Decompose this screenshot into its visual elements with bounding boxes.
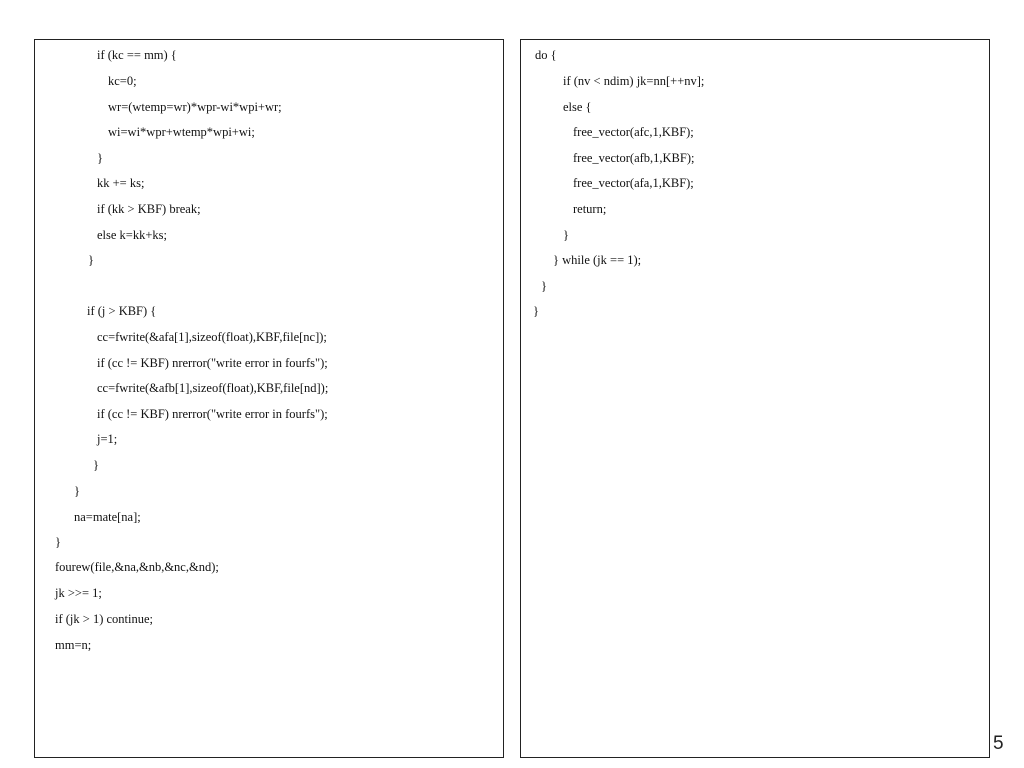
left-code-line: cc=fwrite(&afb[1],sizeof(float),KBF,file[nd]);	[97, 381, 329, 395]
left-code-line: kk += ks;	[97, 176, 145, 190]
right-code-line: if (nv < ndim) jk=nn[++nv];	[563, 74, 705, 88]
left-code-line: if (cc != KBF) nrerror("write error in fourfs");	[97, 356, 328, 370]
left-code-line: kc=0;	[108, 74, 137, 88]
left-code-line: if (j > KBF) {	[87, 304, 157, 318]
right-code-line: free_vector(afa,1,KBF);	[573, 176, 694, 190]
code-panel-left	[34, 39, 504, 758]
left-code-line: if (kc == mm) {	[97, 48, 177, 62]
left-code-line: fourew(file,&na,&nb,&nc,&nd);	[55, 560, 219, 574]
right-code-line: }	[541, 279, 547, 293]
left-code-line: if (kk > KBF) break;	[97, 202, 201, 216]
left-code-line: }	[74, 484, 80, 498]
right-code-line: }	[563, 228, 569, 242]
left-code-line: j=1;	[97, 432, 118, 446]
left-code-line: if (jk > 1) continue;	[55, 612, 153, 626]
left-code-line: mm=n;	[55, 638, 92, 652]
left-code-line: }	[55, 535, 61, 549]
page-number: 5	[993, 733, 1004, 754]
left-code-line: }	[93, 458, 99, 472]
right-code-line: return;	[573, 202, 607, 216]
left-code-line: wi=wi*wpr+wtemp*wpi+wi;	[108, 125, 255, 139]
right-code-line: free_vector(afb,1,KBF);	[573, 151, 695, 165]
left-code-line: na=mate[na];	[74, 510, 141, 524]
left-code-line: else k=kk+ks;	[97, 228, 167, 242]
right-code-line: else {	[563, 100, 592, 114]
right-code-line: do {	[535, 48, 557, 62]
right-code-line: }	[533, 304, 539, 318]
left-code-line: }	[97, 151, 103, 165]
left-code-line: jk >>= 1;	[55, 586, 102, 600]
left-code-line: if (cc != KBF) nrerror("write error in fourfs");	[97, 407, 328, 421]
right-code-line: } while (jk == 1);	[553, 253, 642, 267]
code-panel-right	[520, 39, 990, 758]
left-code-line: }	[88, 253, 94, 267]
left-code-line: wr=(wtemp=wr)*wpr-wi*wpi+wr;	[108, 100, 282, 114]
right-code-line: free_vector(afc,1,KBF);	[573, 125, 694, 139]
left-code-line: cc=fwrite(&afa[1],sizeof(float),KBF,file[nc]);	[97, 330, 327, 344]
